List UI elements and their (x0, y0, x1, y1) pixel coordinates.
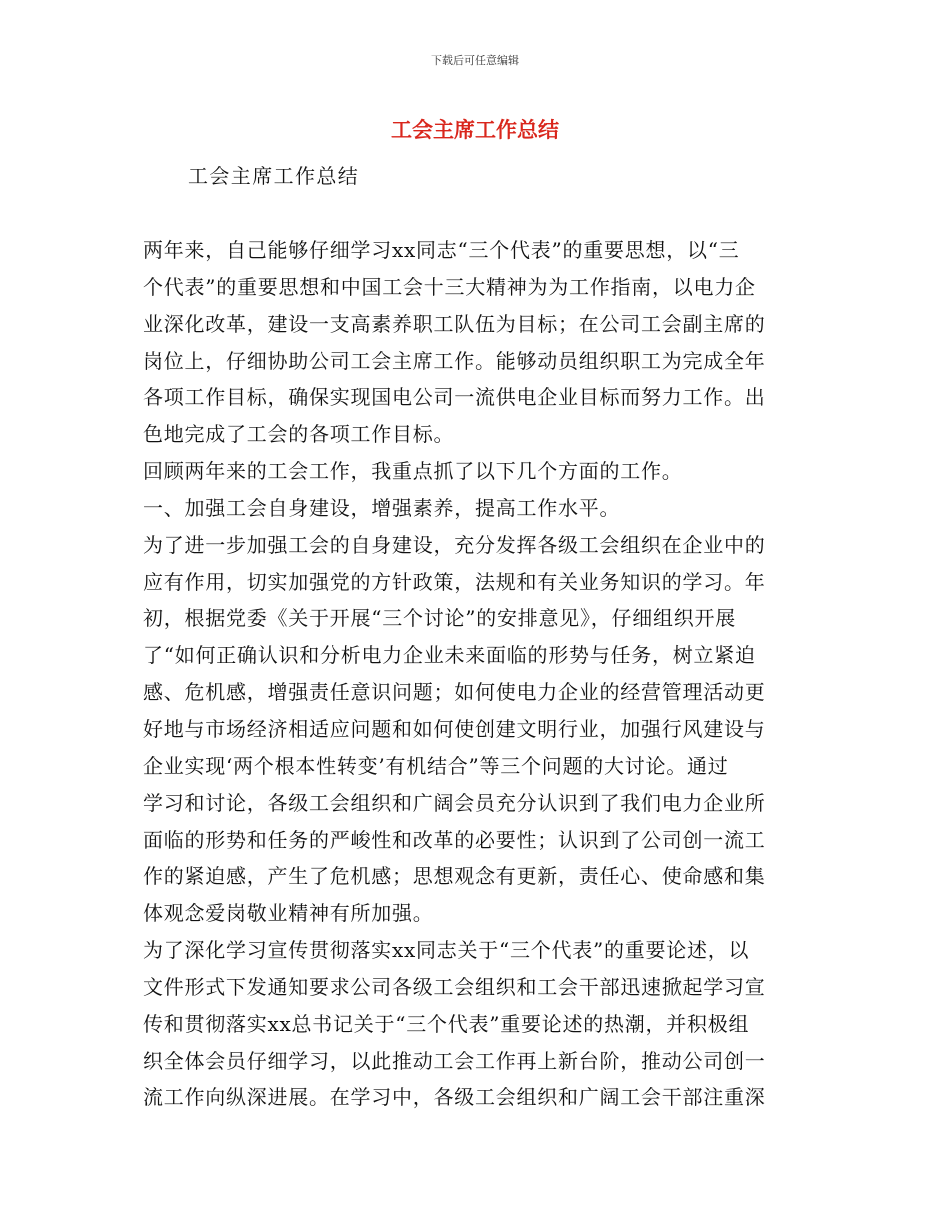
text-line: 传和贯彻落实xx总书记关于“三个代表”重要论述的热潮，并积极组 (143, 1011, 750, 1036)
text-line: 体观念爱岗敬业精神有所加强。 (143, 901, 434, 926)
text-line: 岗位上，仔细协助公司工会主席工作。能够动员组织职工为完成全年 (143, 348, 766, 373)
text-line: 个代表”的重要思想和中国工会十三大精神为为工作指南，以电力企 (143, 274, 756, 299)
page-header-note: 下载后可任意编辑 (431, 54, 519, 67)
text-line: 面临的形势和任务的严峻性和改革的必要性；认识到了公司创一流工 (143, 827, 766, 852)
text-line: 文件形式下发通知要求公司各级工会组织和工会干部迅速掀起学习宣 (143, 974, 766, 999)
text-line: 好地与市场经济相适应问题和如何使创建文明行业，加强行风建设与 (143, 716, 766, 741)
text-line: 初，根据党委《关于开展“三个讨论”的安排意见》，仔细组织开展 (143, 606, 736, 631)
text-line: 感、危机感，增强责任意识问题；如何使电力企业的经营管理活动更 (143, 680, 766, 705)
document-title: 工会主席工作总结 (391, 118, 559, 142)
text-line: 各项工作目标，确保实现国电公司一流供电企业目标而努力工作。出 (143, 385, 766, 410)
text-line: 为了进一步加强工会的自身建设，充分发挥各级工会组织在企业中的 (143, 532, 766, 557)
text-line: 应有作用，切实加强党的方针政策，法规和有关业务知识的学习。年 (143, 569, 766, 594)
text-line: 企业实现‘两个根本性转变’有机结合”等三个问题的大讨论。通过 (143, 753, 729, 778)
text-line: 两年来，自己能够仔细学习xx同志“三个代表”的重要思想，以“三 (143, 238, 740, 262)
document-subtitle: 工会主席工作总结 (188, 164, 360, 188)
text-line: 色地完成了工会的各项工作目标。 (143, 422, 455, 447)
text-line: 学习和讨论，各级工会组织和广阔会员充分认识到了我们电力企业所 (143, 790, 766, 815)
text-line: 回顾两年来的工会工作，我重点抓了以下几个方面的工作。 (143, 459, 683, 484)
text-line: 一、加强工会自身建设，增强素养，提高工作水平。 (143, 495, 621, 520)
document-body (143, 232, 803, 1116)
text-line: 作的紧迫感，产生了危机感；思想观念有更新，责任心、使命感和集 (143, 864, 766, 889)
text-line: 织全体会员仔细学习，以此推动工会工作再上新台阶，推动公司创一 (143, 1048, 766, 1073)
text-line: 流工作向纵深进展。在学习中，各级工会组织和广阔工会干部注重深 (143, 1085, 766, 1110)
text-line: 业深化改革，建设一支高素养职工队伍为目标；在公司工会副主席的 (143, 311, 766, 336)
text-line: 为了深化学习宣传贯彻落实xx同志关于“三个代表”的重要论述，以 (143, 938, 750, 963)
text-line: 了“如何正确认识和分析电力企业未来面临的形势与任务，树立紧迫 (143, 643, 756, 668)
